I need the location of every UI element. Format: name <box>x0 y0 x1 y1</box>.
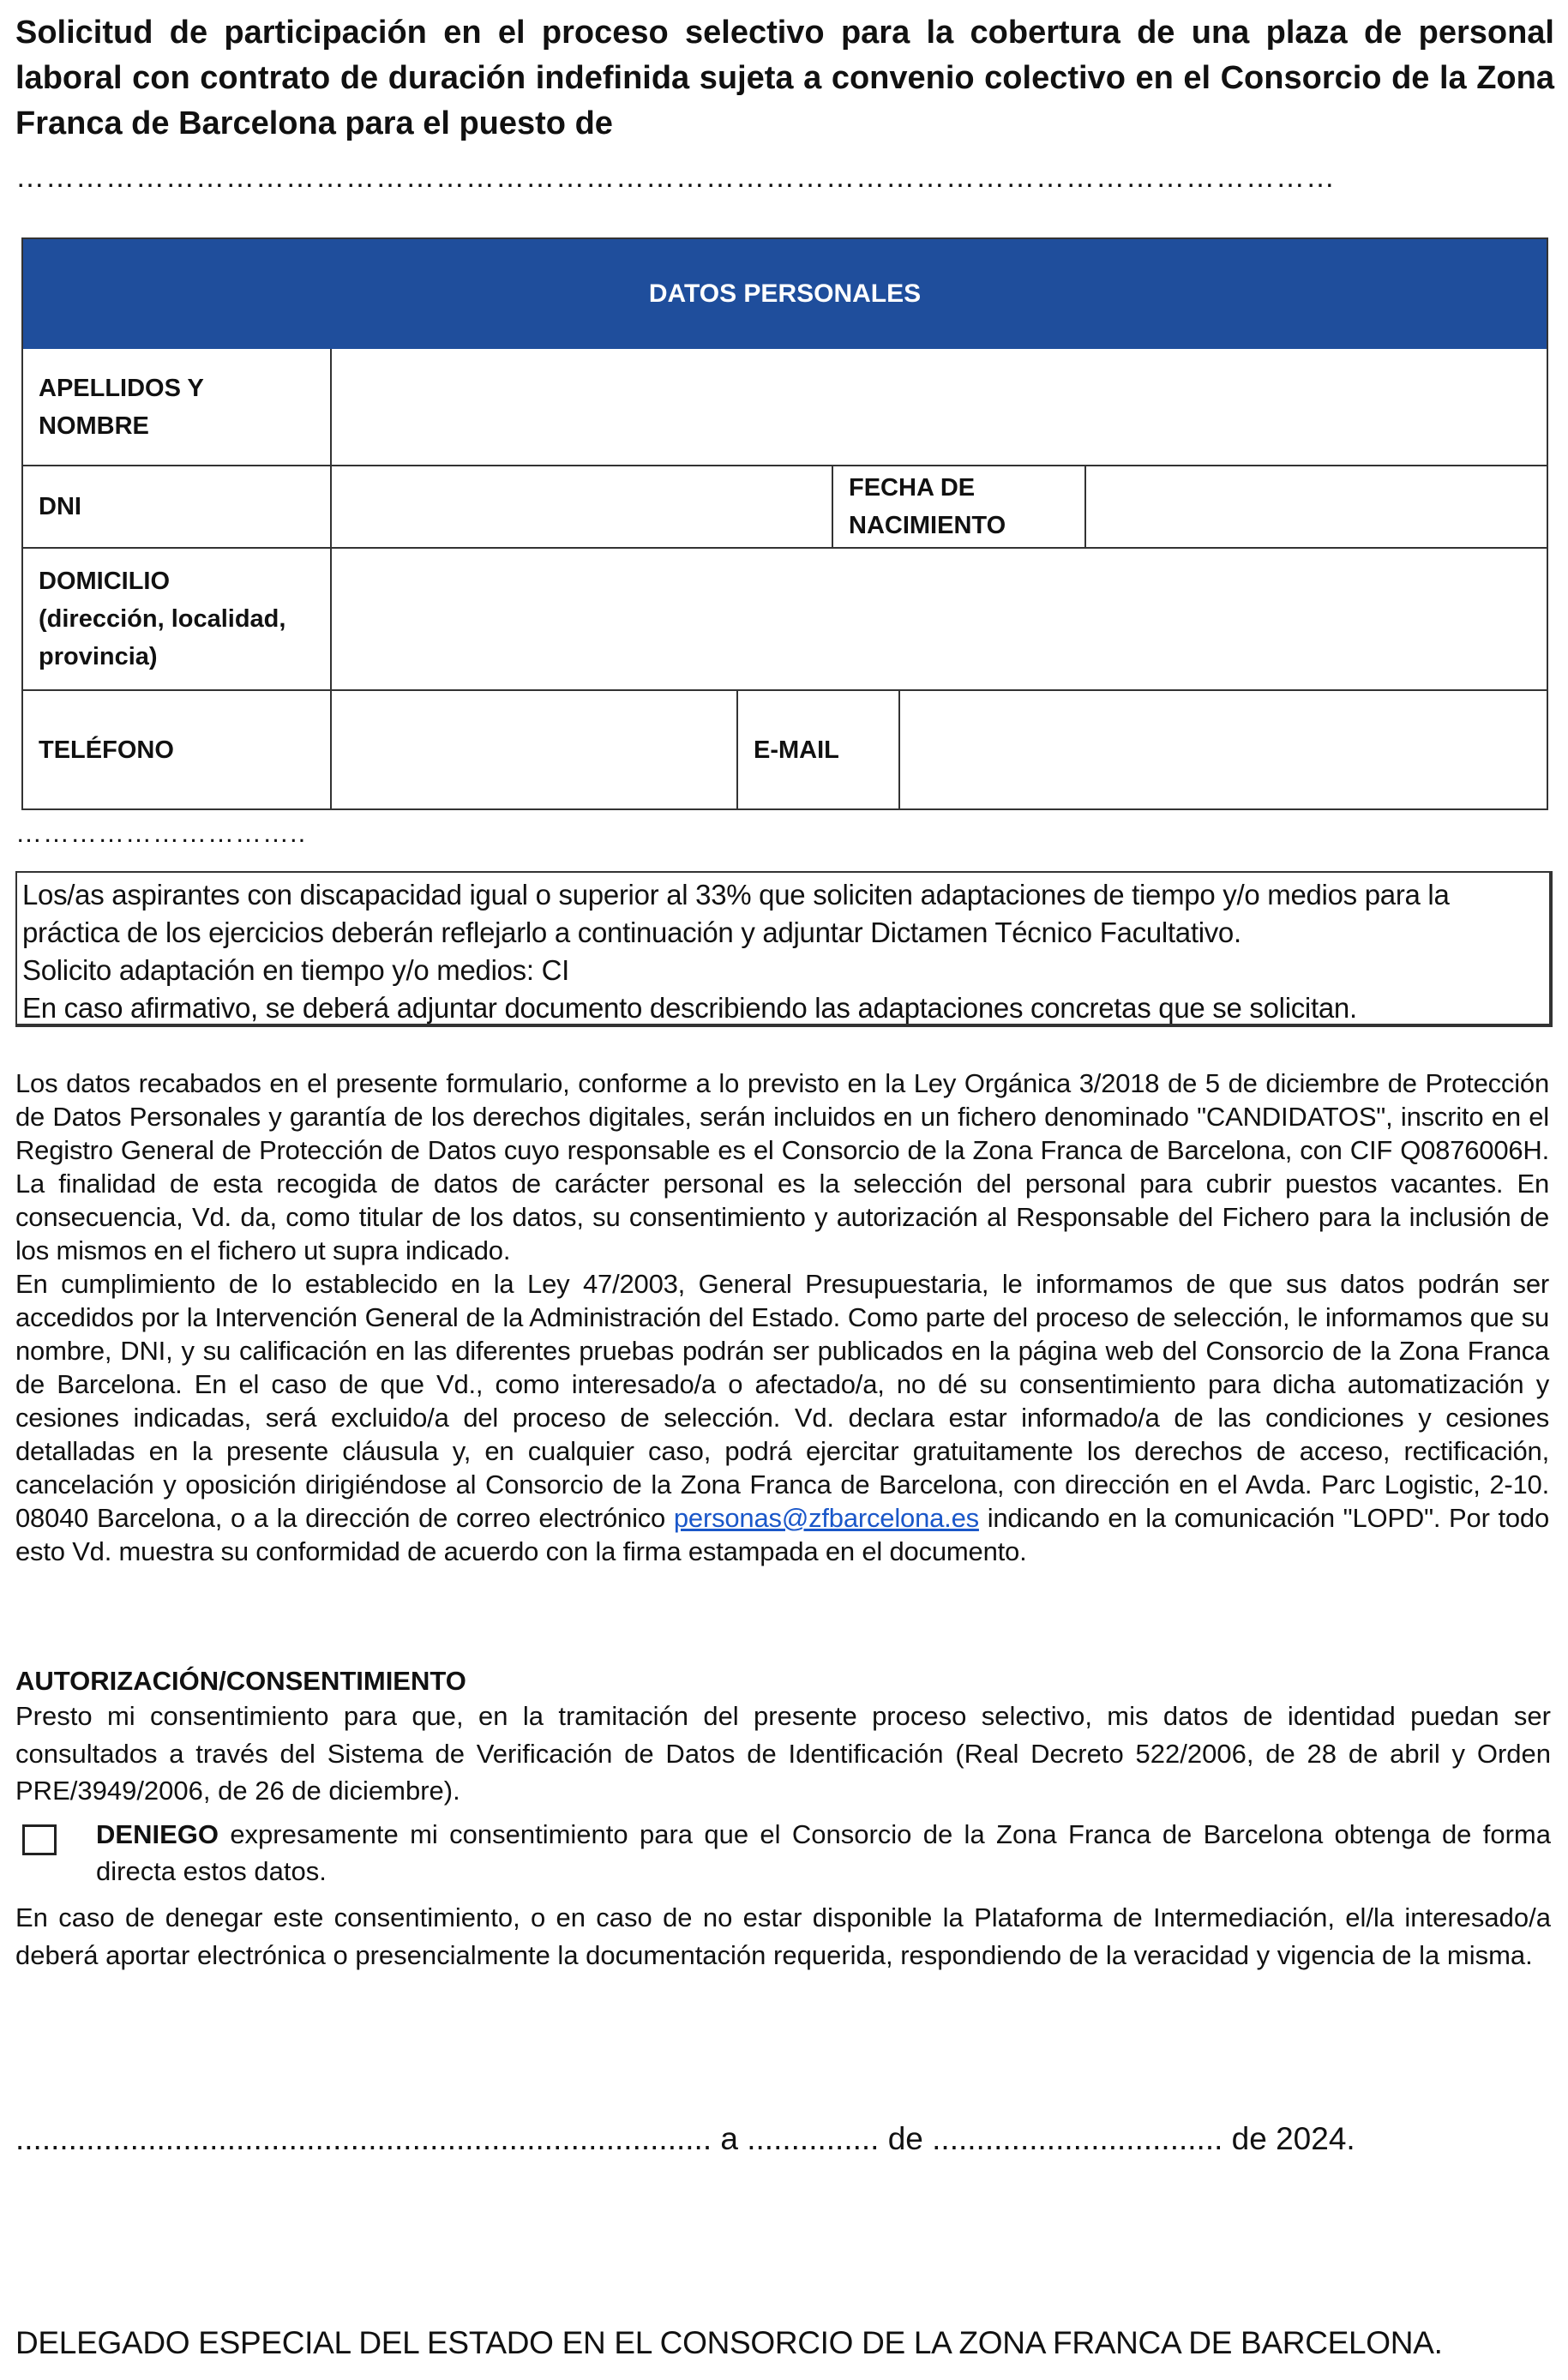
legal-paragraph-1: Los datos recabados en el presente formulario, conforme a lo previsto en la Ley Orgánica 3/2018 de 5 de diciembre de Protección de Datos Personales y garantía de los derechos digitales, serán incluidos en un fichero denominado "CANDIDATOS", inscrito en el Registro General de Protección de Datos cuyo responsable es el Consorcio de la Zona Franca de Barcelona, con CIF Q0876006H. La finalidad de esta recogida de datos de carácter personal es la selección del personal para cubrir puestos vacantes. En consecuencia, Vd. da, como titular de los datos, su consentimiento y autorización al Responsable del Fichero para la inclusión de los mismos en el fichero ut supra indicado. <box>15 1068 1549 1265</box>
position-blank[interactable]: …………………………………………………………………………………………………………………… <box>15 161 1336 194</box>
label-apellidos: APELLIDOS Y NOMBRE <box>23 349 332 466</box>
deny-text <box>96 1816 1551 1890</box>
legal-paragraph-2 <box>15 1267 1549 1568</box>
adaptation-request[interactable]: Solicito adaptación en tiempo y/o medios: CI <box>22 954 569 986</box>
legal-text-end: indicando en la comunicación "LOPD". Por todo esto Vd. muestra su conformidad de acuerdo con la firma estampada en el documento. <box>15 1503 1550 1566</box>
domicilio-field[interactable] <box>332 549 1547 691</box>
adaptation-box <box>15 871 1553 1027</box>
deny-consent-option <box>15 1816 1551 1890</box>
deny-description: expresamente mi consentimiento para que el Consorcio de la Zona Franca de Barcelona obtenga de forma directa estos datos. <box>96 1819 1551 1886</box>
authorization-text: Presto mi consentimiento para que, en la tramitación del presente proceso selectivo, mis datos de identidad puedan ser consultados a través del Sistema de Verificación de Datos de Identificación (Real Decreto 522/2006, de 28 de abril y Orden PRE/3949/2006, de 26 de diciembre). <box>15 1701 1551 1806</box>
date-place-line[interactable]: ............................................................................... a ............... de ................................. de 2024. <box>15 2121 1355 2156</box>
label-dni: DNI <box>23 466 332 549</box>
label-telefono: TELÉFONO <box>23 691 332 808</box>
fecha-nacimiento-field[interactable] <box>1086 466 1547 549</box>
authorization-section <box>15 1665 1551 1810</box>
domicilio-sublabel: (dirección, localidad, provincia) <box>39 605 286 670</box>
after-table-dots: ………………………….. <box>15 818 307 848</box>
legal-text: En cumplimiento de lo establecido en la Ley 47/2003, General Presupuestaria, le informamos de que sus datos podrán ser accedidos por la Intervención General de la Administración del Estado. Como parte del proceso de selección, le informamos que su nombre, DNI, y su calificación en las diferentes pruebas podrán ser publicados en la página web del Consorcio de la Zona Franca de Barcelona. En el caso de que Vd., como interesado/a o afectado/a, no dé su consentimiento para dicha automatización y cesiones indicadas, será excluido/a del proceso de selección. Vd. declara estar informado/a de las condiciones y cesiones detalladas en la presente cláusula y, en cualquier caso, podrá ejercitar gratuitamente los derechos de acceso, rectificación, cancelación y oposición dirigiéndose al Consorcio de la Zona Franca de Barcelona, con dirección en el Avda. Parc Logistic, 2-10. 08040 Barcelona, o a la dirección de correo electrónico <box>15 1269 1549 1533</box>
telefono-field[interactable] <box>332 691 738 808</box>
dni-field[interactable] <box>332 466 833 549</box>
authorization-heading: AUTORIZACIÓN/CONSENTIMIENTO <box>15 1666 466 1696</box>
deny-checkbox[interactable] <box>22 1824 57 1855</box>
label-domicilio <box>23 549 332 691</box>
adaptation-note: En caso afirmativo, se deberá adjuntar documento describiendo las adaptaciones concretas que se solicitan. <box>22 992 1357 1024</box>
adaptation-instructions: Los/as aspirantes con discapacidad igual o superior al 33% que soliciten adaptaciones de tiempo y/o medios para la práctica de los ejercicios deberán reflejarlo a continuación y adjuntar Dictamen Técnico Facultativo. <box>22 879 1450 948</box>
email-field[interactable] <box>900 691 1547 808</box>
apellidos-field[interactable] <box>332 349 1547 466</box>
table-header: DATOS PERSONALES <box>23 239 1547 349</box>
label-email: E-MAIL <box>738 691 900 808</box>
label-fecha-nacimiento: FECHA DE NACIMIENTO <box>833 466 1086 549</box>
deny-consequence: En caso de denegar este consentimiento, o en caso de no estar disponible la Plataforma de Intermediación, el/la interesado/a deberá aportar electrónica o presencialmente la documentación requerida, respondiendo de la veracidad y vigencia de la misma. <box>15 1902 1551 1970</box>
email-link[interactable]: personas@zfbarcelona.es <box>673 1503 979 1533</box>
signer-title: DELEGADO ESPECIAL DEL ESTADO EN EL CONSORCIO DE LA ZONA FRANCA DE BARCELONA. <box>15 2325 1443 2360</box>
domicilio-label: DOMICILIO <box>39 568 171 595</box>
document-title: Solicitud de participación en el proceso selectivo para la cobertura de una plaza de personal laboral con contrato de duración indefinida sujeta a convenio colectivo en el Consorcio de la Zona Franca de Barcelona para el puesto de <box>15 15 1554 141</box>
data-protection-clause <box>15 1067 1549 1568</box>
personal-data-table <box>21 237 1548 810</box>
deny-bold: DENIEGO <box>96 1819 219 1849</box>
